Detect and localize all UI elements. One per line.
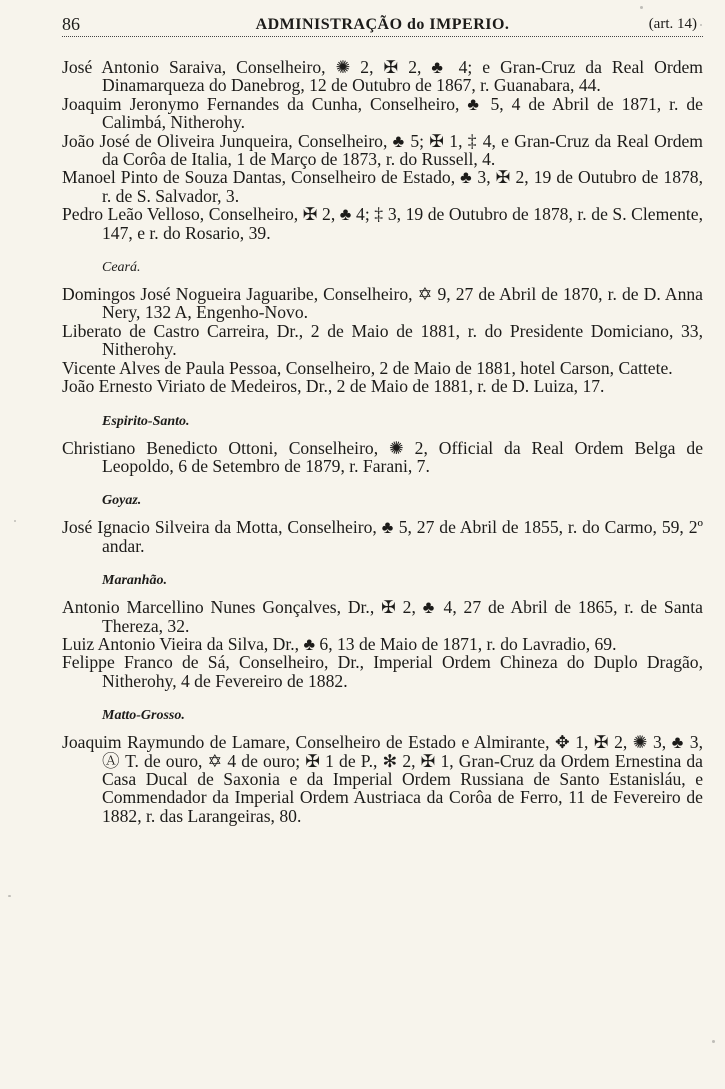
- scan-speck: [14, 520, 16, 522]
- section-title: Espirito-Santo.: [102, 413, 190, 429]
- entry: Joaquim Raymundo de Lamare, Conselheiro de Estado e Almirante, ✥ 1, ✠ 2, ✺ 3, ♣ 3, Ⓐ T. de ouro, ✡ 4 de ouro; ✠ 1 de P., ✻ 2, ✠ 1, Gran-Cruz da Ordem Ernestina da Casa Ducal de Saxonia e da Imperial Ordem Russiana de Santo Estanisláu, e Commendador da Imperial Ordem Austriaca da Corôa de Ferro, 11 de Fevereiro de 1882, r. das Larangeiras, 80.: [62, 732, 703, 826]
- entry: João Ernesto Viriato de Medeiros, Dr., 2 de Maio de 1881, r. de D. Luiza, 17.: [62, 376, 605, 397]
- section-title: Matto-Grosso.: [102, 708, 185, 724]
- section-title: Maranhão.: [102, 573, 167, 589]
- section-goyaz: [62, 493, 703, 555]
- page-number: 86: [62, 14, 80, 34]
- scan-speck: [700, 24, 702, 26]
- page-header: [62, 12, 703, 37]
- page-content: [62, 58, 703, 825]
- section-maranhao: [62, 573, 703, 690]
- section-ceara: [62, 260, 703, 395]
- section-title: Goyaz.: [102, 493, 142, 509]
- section-title: Ceará.: [102, 260, 141, 276]
- entry: José Antonio Saraiva, Conselheiro, ✺ 2, ✠ 2, ♣ 4; e Gran-Cruz da Real Ordem Dinamarqueza do Danebrog, 12 de Outubro de 1867, r. Guanabara, 44.: [62, 57, 703, 96]
- entry: Domingos José Nogueira Jaguaribe, Conselheiro, ✡ 9, 27 de Abril de 1870, r. de D. Anna Nery, 132 A, Engenho-Novo.: [62, 284, 703, 323]
- running-title: ADMINISTRAÇÃO do IMPERIO.: [255, 16, 510, 33]
- entry: Luiz Antonio Vieira da Silva, Dr., ♣ 6, 13 de Maio de 1871, r. do Lavradio, 69.: [62, 633, 617, 654]
- article-reference: (art. 14): [648, 16, 697, 32]
- entry: José Ignacio Silveira da Motta, Conselheiro, ♣ 5, 27 de Abril de 1855, r. do Carmo, 59, 2º andar.: [62, 517, 703, 556]
- entry: Vicente Alves de Paula Pessoa, Conselheiro, 2 de Maio de 1881, hotel Carson, Cattete.: [62, 357, 673, 378]
- entry: João José de Oliveira Junqueira, Conselheiro, ♣ 5; ✠ 1, ‡ 4, e Gran-Cruz da Real Ordem da Corôa de Italia, 1 de Março de 1873, r. do Russell, 4.: [62, 130, 703, 170]
- entry: Christiano Benedicto Ottoni, Conselheiro, ✺ 2, Official da Real Ordem Belga de Leopoldo, 6 de Setembro de 1879, r. Farani, 7.: [62, 437, 703, 476]
- entry: Liberato de Castro Carreira, Dr., 2 de Maio de 1881, r. do Presidente Domiciano, 33, Nitherohy.: [62, 320, 703, 360]
- entry: Manoel Pinto de Souza Dantas, Conselheiro de Estado, ♣ 3, ✠ 2, 19 de Outubro de 1878, r. de S. Salvador, 3.: [62, 167, 703, 206]
- section-espirito-santo: [62, 414, 703, 476]
- scan-speck: [8, 895, 11, 897]
- scan-speck: [640, 6, 643, 9]
- entry: Joaquim Jeronymo Fernandes da Cunha, Conselheiro, ♣ 5, 4 de Abril de 1871, r. de Calimbá, Nitherohy.: [62, 93, 703, 133]
- section-rio-de-janeiro-continued: [62, 58, 703, 242]
- entry: Felippe Franco de Sá, Conselheiro, Dr., Imperial Ordem Chineza do Duplo Dragão, Nitherohy, 4 de Fevereiro de 1882.: [62, 652, 703, 691]
- scan-speck: [712, 1040, 715, 1043]
- section-matto-grosso: [62, 708, 703, 825]
- entry: Antonio Marcellino Nunes Gonçalves, Dr., ✠ 2, ♣ 4, 27 de Abril de 1865, r. de Santa Thereza, 32.: [62, 597, 703, 636]
- entry: Pedro Leão Velloso, Conselheiro, ✠ 2, ♣ 4; ‡ 3, 19 de Outubro de 1878, r. de S. Clemente, 147, e r. do Rosario, 39.: [62, 204, 703, 243]
